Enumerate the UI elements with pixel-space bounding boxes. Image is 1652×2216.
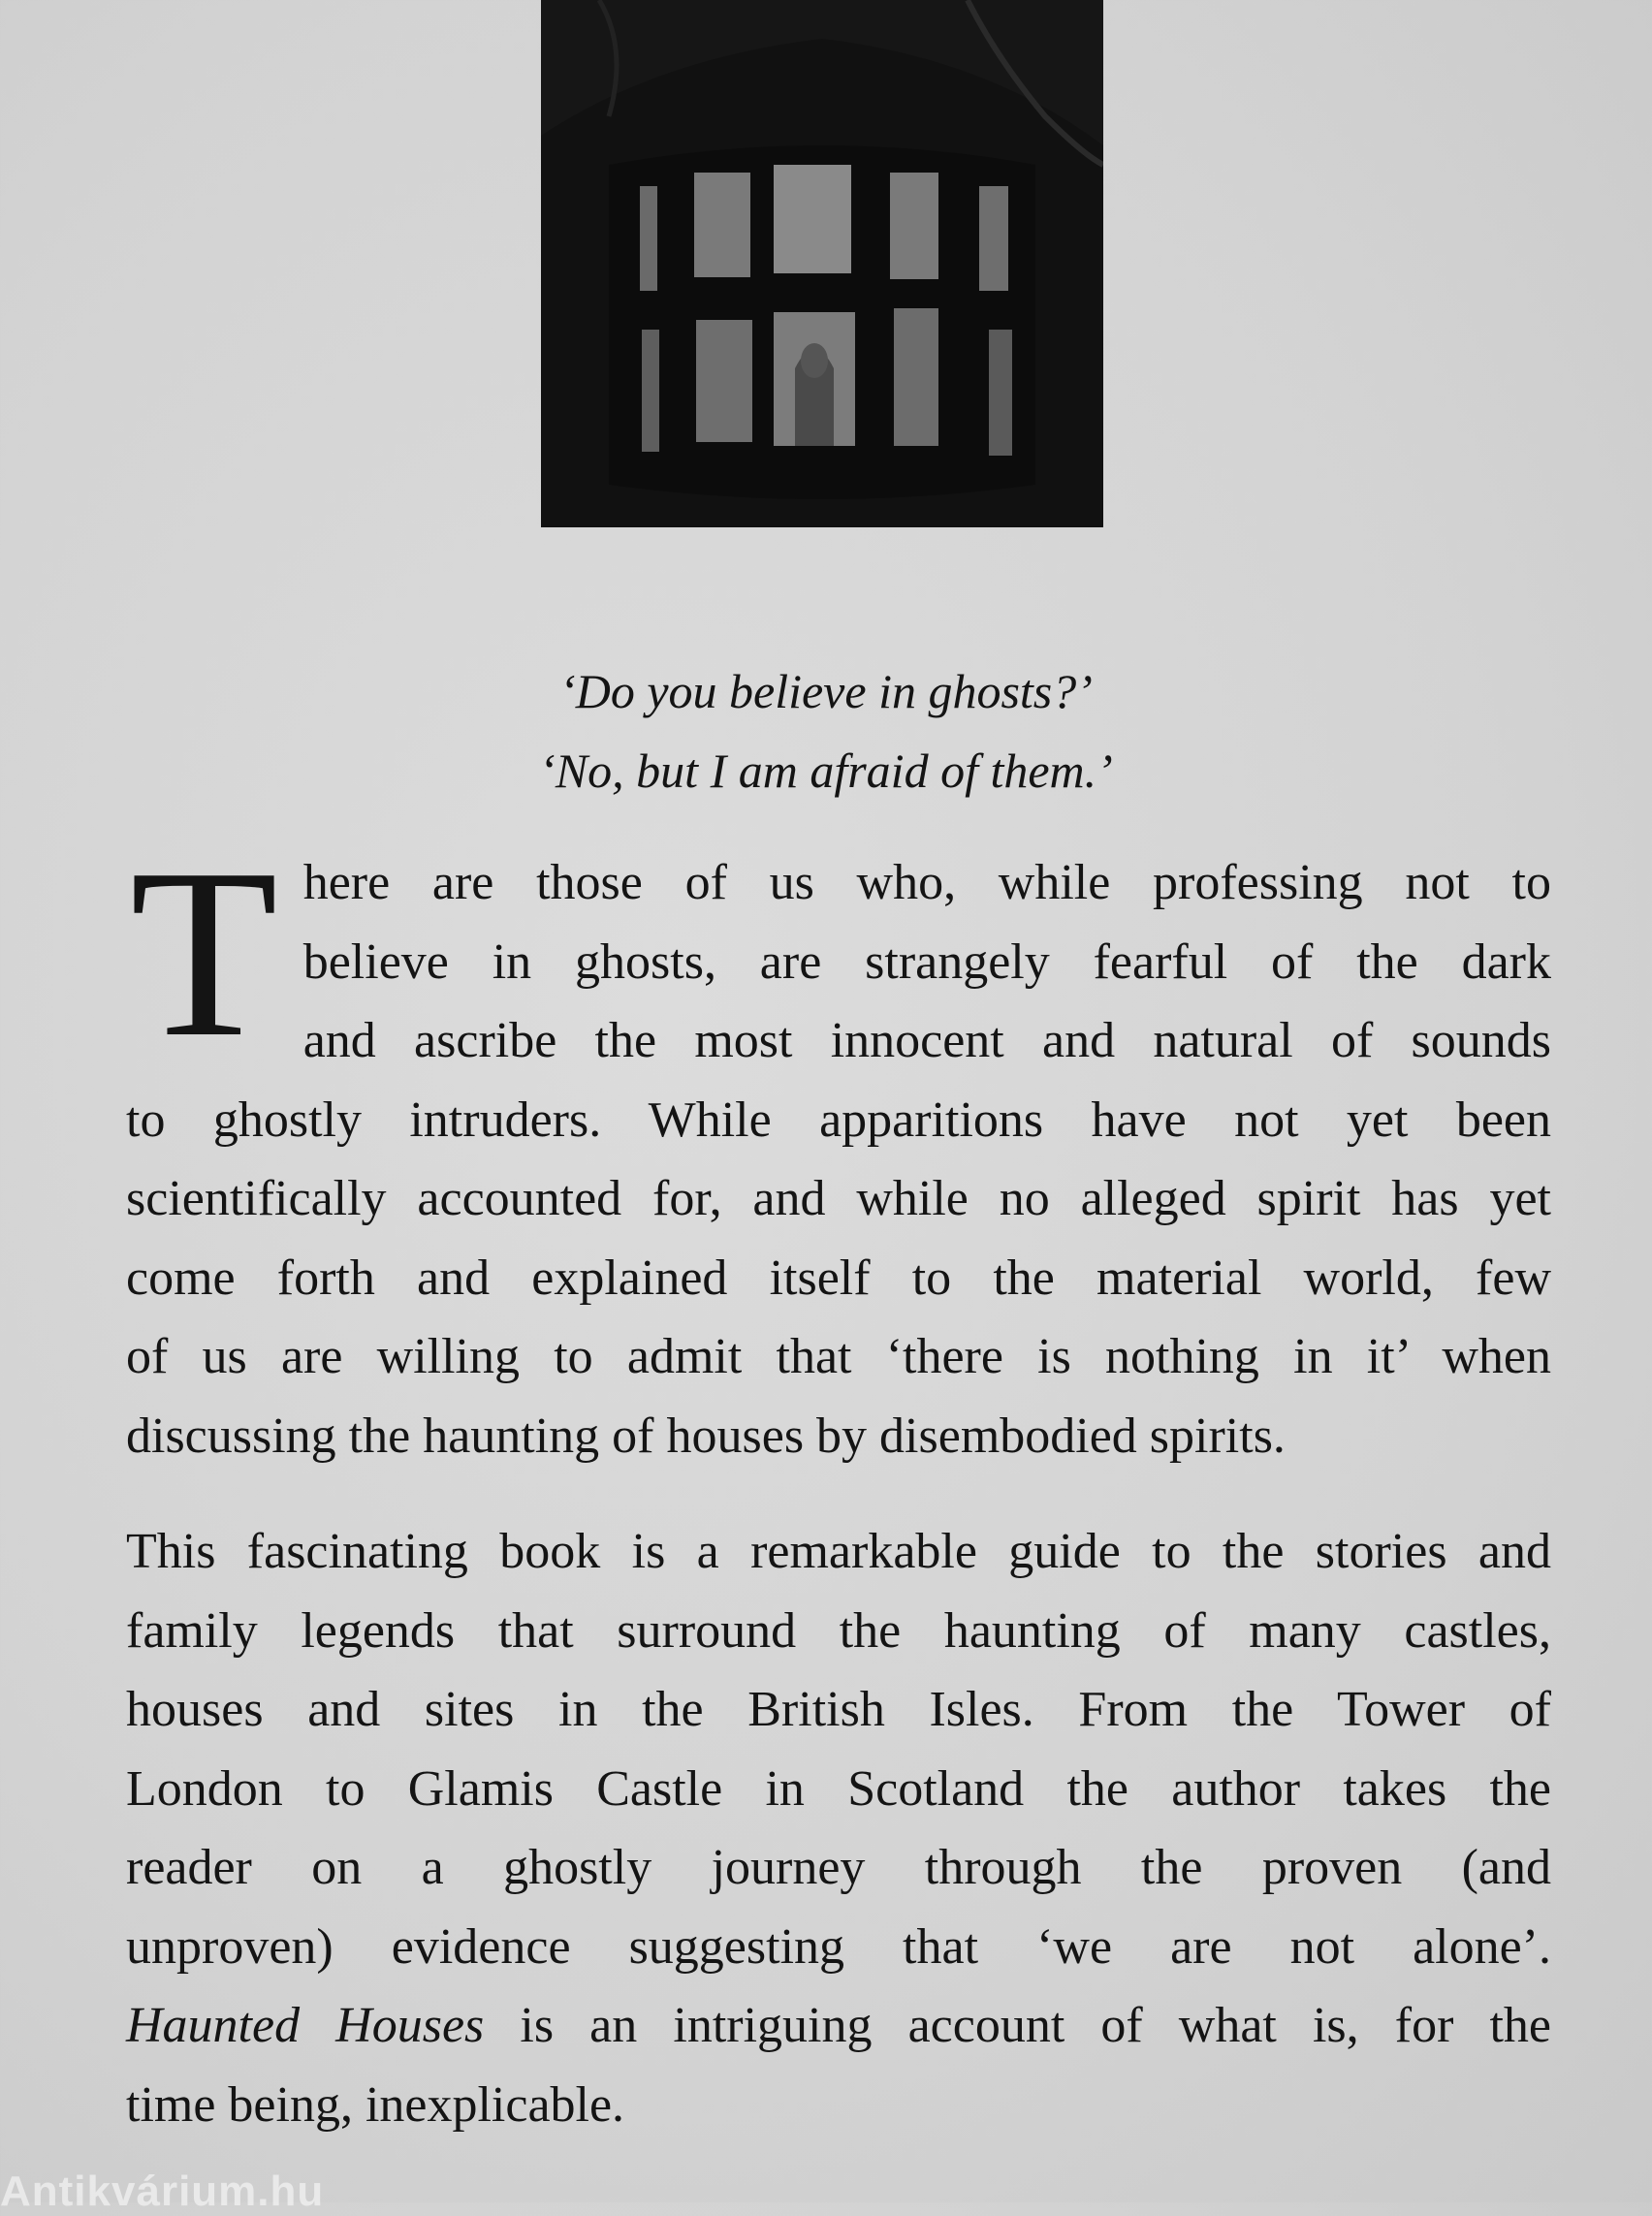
epigraph-line-1: ‘Do you believe in ghosts?’	[559, 664, 1093, 718]
paragraph-1-line: and ascribe the most innocent and natural of sounds	[302, 1013, 1551, 1068]
drop-cap: T	[130, 819, 278, 1088]
paragraph-1-line: scientifically accounted for, and while no alleged spirit has yet	[126, 1171, 1551, 1226]
blurb-text	[126, 819, 1552, 2144]
paragraph-2-line: unproven) evidence suggesting that ‘we are not alone’.	[126, 1918, 1551, 1975]
paragraph-1-line: discussing the haunting of houses by disembodied spirits.	[126, 1408, 1286, 1464]
paragraph-1-line: to ghostly intruders. While apparitions have not yet been	[126, 1092, 1551, 1148]
window-illustration	[541, 0, 1103, 527]
paragraph-1	[126, 819, 1551, 1475]
paragraph-1-line: of us are willing to admit that ‘there is nothing in it’ when	[126, 1329, 1551, 1384]
paragraph-2-line: family legends that surround the haunting of many castles,	[126, 1602, 1551, 1659]
cover-photo-haunted-window	[541, 0, 1103, 527]
paragraph-1-line: here are those of us who, while professing not to	[302, 855, 1551, 910]
watermark: Antikvárium.hu	[0, 2168, 325, 2215]
epigraph-line-2: ‘No, but I am afraid of them.’	[539, 744, 1113, 798]
paragraph-2-line: London to Glamis Castle in Scotland the author takes the	[126, 1760, 1551, 1817]
epigraph	[0, 651, 1652, 810]
paragraph-2-line: reader on a ghostly journey through the proven (and	[126, 1840, 1551, 1895]
paragraph-1-line: come forth and explained itself to the material world, few	[126, 1250, 1551, 1306]
paragraph-1-line: believe in ghosts, are strangely fearful of the dark	[302, 934, 1551, 990]
paragraph-2-line-rest: is an intriguing account of what is, for the	[484, 1998, 1552, 2053]
paragraph-2-line: time being, inexplicable.	[126, 2076, 625, 2133]
paragraph-2-line: houses and sites in the British Isles. From the Tower of	[126, 1682, 1551, 1737]
paragraph-2	[126, 1512, 1551, 2144]
book-title: Haunted Houses	[126, 1998, 485, 2053]
paragraph-2-line	[126, 1986, 1551, 2066]
paragraph-2-line: This fascinating book is a remarkable guide to the stories and	[126, 1524, 1551, 1579]
